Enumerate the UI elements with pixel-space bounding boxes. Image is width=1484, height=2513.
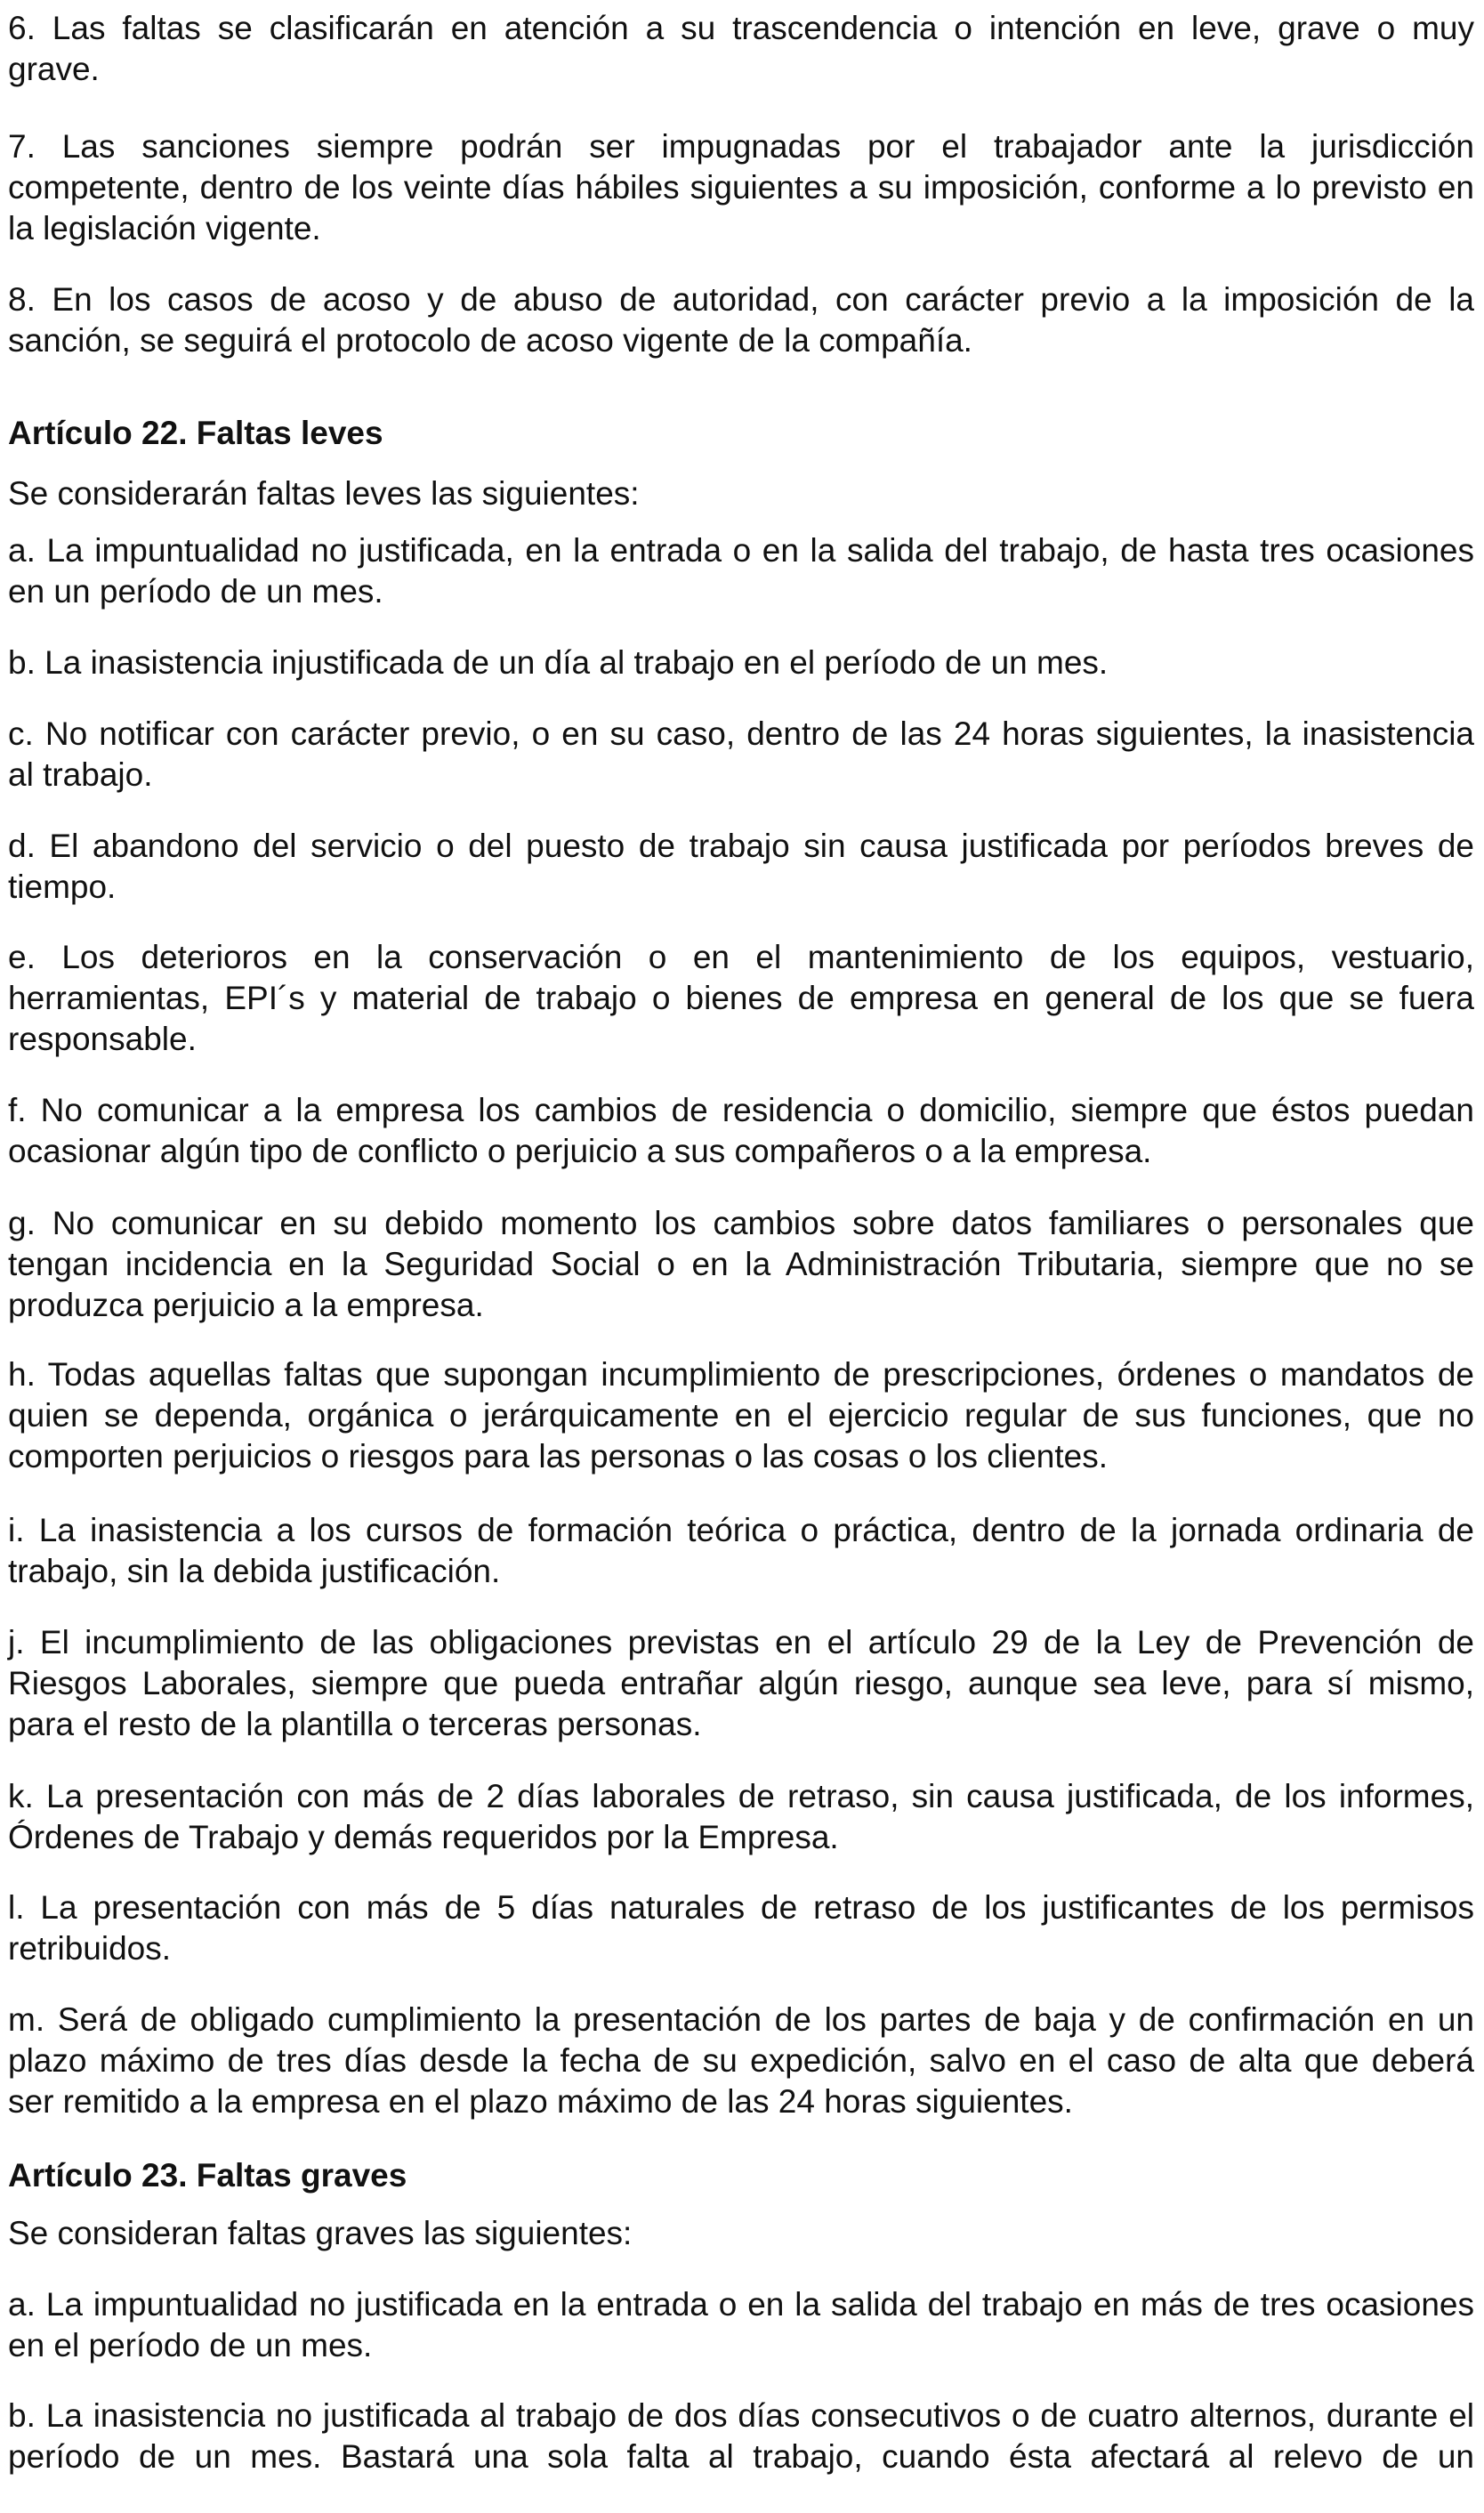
text-line: m. Será de obligado cumplimiento la presentación de los partes de baja y de confirmación en un <box>8 2001 1474 2038</box>
text-line: d. El abandono del servicio o del puesto de trabajo sin causa justificada por períodos breves de <box>8 828 1474 864</box>
text-line: herramientas, EPI´s y material de trabajo o bienes de empresa en general de los que se fuera <box>8 980 1474 1016</box>
text-line: b. La inasistencia injustificada de un día al trabajo en el período de un mes. <box>8 644 1109 681</box>
article-22-heading: Artículo 22. Faltas leves <box>8 415 383 451</box>
text-line: tengan incidencia en la Seguridad Social o en la Administración Tributaria, siempre que no se <box>8 1246 1474 1282</box>
text-line: f. No comunicar a la empresa los cambios de residencia o domicilio, siempre que éstos puedan <box>8 1092 1474 1128</box>
text-line: Órdenes de Trabajo y demás requeridos por la Empresa. <box>8 1819 839 1855</box>
clause-6 <box>8 8 1474 90</box>
article-22-item-l <box>8 1887 1474 1969</box>
text-line: j. El incumplimiento de las obligaciones previstas en el artículo 29 de la Ley de Prevención de <box>8 1624 1474 1661</box>
text-line: a. La impuntualidad no justificada en la entrada o en la salida del trabajo en más de tres ocasiones <box>8 2286 1474 2323</box>
text-line: c. No notificar con carácter previo, o en su caso, dentro de las 24 horas siguientes, la inasistencia <box>8 715 1474 752</box>
clause-7 <box>8 126 1474 249</box>
text-line: período de un mes. Bastará una sola falta al trabajo, cuando ésta afectará al relevo de un <box>8 2438 1474 2475</box>
article-22-item-j <box>8 1622 1474 1745</box>
article-23-heading: Artículo 23. Faltas graves <box>8 2157 407 2194</box>
article-22-item-e <box>8 937 1474 1060</box>
article-22-item-b <box>8 642 1474 683</box>
text-line: b. La inasistencia no justificada al trabajo de dos días consecutivos o de cuatro alternos, durante el <box>8 2397 1474 2434</box>
text-line: quien se dependa, orgánica o jerárquicamente en el ejercicio regular de sus funciones, que no <box>8 1397 1474 1434</box>
article-22-item-f <box>8 1090 1474 1172</box>
text-line: la legislación vigente. <box>8 210 321 246</box>
text-line: plazo máximo de tres días desde la fecha de su expedición, salvo en el caso de alta que deberá <box>8 2042 1474 2079</box>
article-22-intro: Se considerarán faltas leves las siguientes: <box>8 475 640 512</box>
article-22-item-i <box>8 1510 1474 1592</box>
text-line: en el período de un mes. <box>8 2327 373 2364</box>
text-line: g. No comunicar en su debido momento los cambios sobre datos familiares o personales que <box>8 1205 1474 1241</box>
text-line: e. Los deterioros en la conservación o en el mantenimiento de los equipos, vestuario, <box>8 939 1474 975</box>
text-line: tiempo. <box>8 869 117 905</box>
article-22-item-d <box>8 826 1474 908</box>
text-line: ser remitido a la empresa en el plazo máximo de las 24 horas siguientes. <box>8 2083 1073 2120</box>
text-line: trabajo, sin la debida justificación. <box>8 1553 501 1589</box>
article-23-item-a <box>8 2284 1474 2366</box>
article-22-item-a <box>8 530 1474 612</box>
article-22-item-g <box>8 1203 1474 1326</box>
article-23-item-b <box>8 2396 1474 2477</box>
text-line: responsable. <box>8 1021 197 1057</box>
clause-8 <box>8 279 1474 361</box>
text-line: retribuidos. <box>8 1930 172 1967</box>
text-line: Riesgos Laborales, siempre que pueda entrañar algún riesgo, aunque sea leve, para sí mismo, <box>8 1665 1474 1701</box>
text-line: sanción, se seguirá el protocolo de acoso vigente de la compañía. <box>8 322 972 359</box>
text-line: competente, dentro de los veinte días hábiles siguientes a su imposición, conforme a lo previsto en <box>8 169 1474 206</box>
article-22-item-k <box>8 1776 1474 1858</box>
text-line: para el resto de la plantilla o terceras personas. <box>8 1706 702 1742</box>
text-line: al trabajo. <box>8 756 153 793</box>
text-line: h. Todas aquellas faltas que supongan incumplimiento de prescripciones, órdenes o mandatos de <box>8 1356 1474 1393</box>
text-line: ocasionar algún tipo de conflicto o perjuicio a sus compañeros o a la empresa. <box>8 1133 1152 1169</box>
article-23-intro: Se consideran faltas graves las siguientes: <box>8 2215 633 2251</box>
text-line: comporten perjuicios o riesgos para las personas o las cosas o los clientes. <box>8 1438 1109 1475</box>
text-line: l. La presentación con más de 5 días naturales de retraso de los justificantes de los permisos <box>8 1889 1474 1926</box>
text-line: en un período de un mes. <box>8 573 383 610</box>
text-line: k. La presentación con más de 2 días laborales de retraso, sin causa justificada, de los informes, <box>8 1778 1474 1814</box>
text-line: a. La impuntualidad no justificada, en la entrada o en la salida del trabajo, de hasta tres ocasiones <box>8 532 1474 569</box>
text-line: produzca perjuicio a la empresa. <box>8 1287 484 1323</box>
text-line: 8. En los casos de acoso y de abuso de autoridad, con carácter previo a la imposición de la <box>8 281 1474 318</box>
text-line: 6. Las faltas se clasificarán en atención a su trascendencia o intención en leve, grave o muy <box>8 10 1474 46</box>
text-line: i. La inasistencia a los cursos de formación teórica o práctica, dentro de la jornada ordinaria de <box>8 1512 1474 1548</box>
article-22-item-c <box>8 714 1474 796</box>
text-line: 7. Las sanciones siempre podrán ser impugnadas por el trabajador ante la jurisdicción <box>8 128 1474 165</box>
article-22-item-m <box>8 2000 1474 2122</box>
text-line: grave. <box>8 51 100 87</box>
article-22-item-h <box>8 1354 1474 1477</box>
